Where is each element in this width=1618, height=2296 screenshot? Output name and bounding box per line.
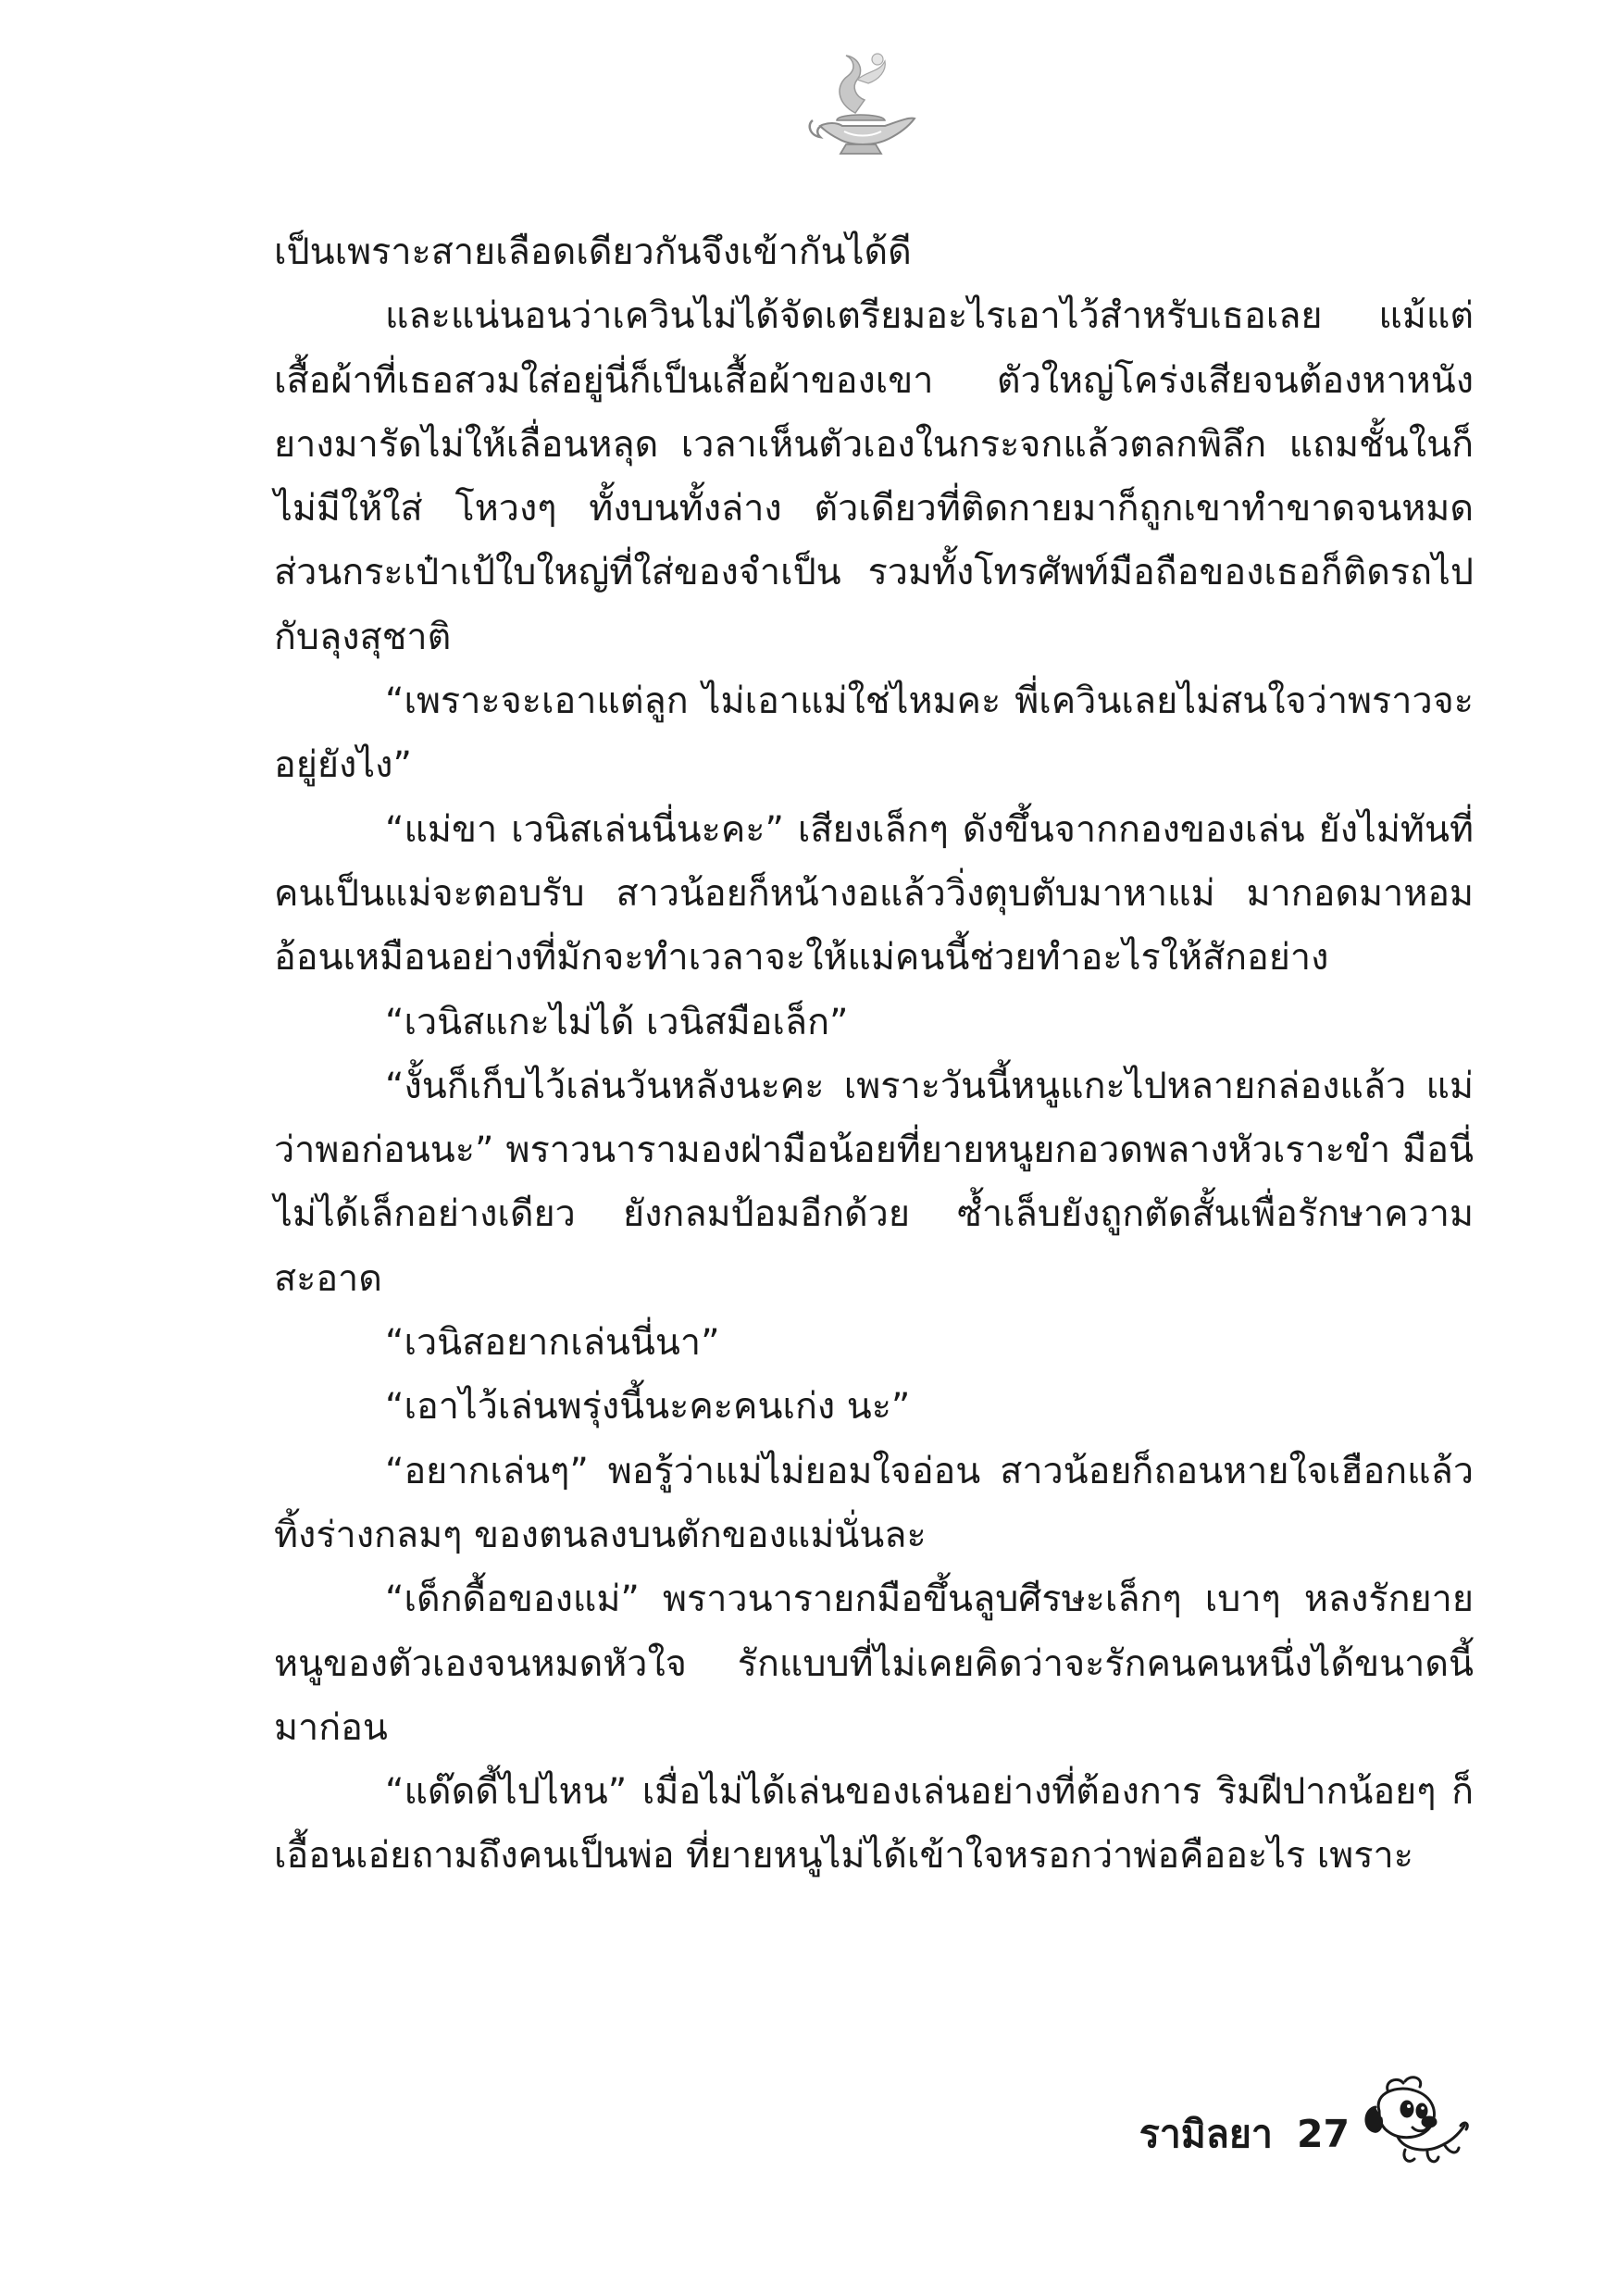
book-title: รามิลยา <box>1139 2111 1273 2156</box>
paragraph-6: “งั้นก็เก็บไว้เล่นวันหลังนะคะ เพราะวันนี้หนูแกะไปหลายกล่องแล้ว แม่ว่าพอก่อนนะ” พราวนารามองฝ่ามือน้อยที่ยายหนูยกอวดพลางหัวเราะขำ มือนี่ไม่ได้เล็กอย่างเดียว ยังกลมป้อมอีกด้วย ซ้ำเล็บยังถูกตัดสั้นเพื่อรักษาความสะอาด <box>274 1064 1474 1300</box>
genie-lamp-icon <box>800 48 920 163</box>
paragraph-4: “แม่ขา เวนิสเล่นนี่นะคะ” เสียงเล็กๆ ดังขึ้นจากกองของเล่น ยังไม่ทันที่คนเป็นแม่จะตอบรับ สาวน้อยก็หน้างอแล้ววิ่งตุบตับมาหาแม่ มากอดมาหอมอ้อนเหมือนอย่างที่มักจะทำเวลาจะให้แม่คนนี้ช่วยทำอะไรให้สักอย่าง <box>274 807 1474 980</box>
page-footer <box>1139 2102 1350 2166</box>
puppy-icon <box>1361 2074 1472 2177</box>
body-text <box>274 220 1474 1889</box>
paragraph-2: และแน่นอนว่าเควินไม่ได้จัดเตรียมอะไรเอาไว้สำหรับเธอเลย แม้แต่เสื้อผ้าที่เธอสวมใส่อยู่นี่ก็เป็นเสื้อผ้าของเขา ตัวใหญ่โคร่งเสียจนต้องหาหนังยางมารัดไม่ให้เลื่อนหลุด เวลาเห็นตัวเองในกระจกแล้วตลกพิลึก แถมชั้นในก็ไม่มีให้ใส่ โหวงๆ ทั้งบนทั้งล่าง ตัวเดียวที่ติดกายมาก็ถูกเขาทำขาดจนหมด ส่วนกระเป๋าเป้ใบใหญ่ที่ใส่ของจำเป็น รวมทั้งโทรศัพท์มือถือของเธอก็ติดรถไปกับลุงสุชาติ <box>274 294 1474 658</box>
paragraph-8: “เอาไว้เล่นพรุ่งนี้นะคะคนเก่ง นะ” <box>385 1385 911 1429</box>
paragraph-10: “เด็กดื้อของแม่” พราวนารายกมือขึ้นลูบศีรษะเล็กๆ เบาๆ หลงรักยายหนูของตัวเองจนหมดหัวใจ รักแบบที่ไม่เคยคิดว่าจะรักคนคนหนึ่งได้ขนาดนี้มาก่อน <box>274 1578 1474 1749</box>
paragraph-7: “เวนิสอยากเล่นนี่นา” <box>385 1321 720 1365</box>
paragraph-3: “เพราะจะเอาแต่ลูก ไม่เอาแม่ใช่ไหมคะ พี่เควินเลยไม่สนใจว่าพราวจะอยู่ยังไง” <box>274 680 1474 787</box>
paragraph-1: เป็นเพราะสายเลือดเดียวกันจึงเข้ากันได้ดี <box>274 231 912 273</box>
paragraph-5: “เวนิสแกะไม่ได้ เวนิสมือเล็ก” <box>385 1000 849 1043</box>
paragraph-9: “อยากเล่นๆ” พอรู้ว่าแม่ไม่ยอมใจอ่อน สาวน้อยก็ถอนหายใจเฮือกแล้วทิ้งร่างกลมๆ ของตนลงบนตักของแม่นั่นละ <box>274 1449 1474 1556</box>
page-number: 27 <box>1296 2112 1350 2156</box>
paragraph-11: “แด๊ดดี้ไปไหน” เมื่อไม่ได้เล่นของเล่นอย่างที่ต้องการ ริมฝีปากน้อยๆ ก็เอื้อนเอ่ยถามถึงคนเป็นพ่อ ที่ยายหนูไม่ได้เข้าใจหรอกว่าพ่อคืออะไร เพราะ <box>274 1770 1474 1878</box>
